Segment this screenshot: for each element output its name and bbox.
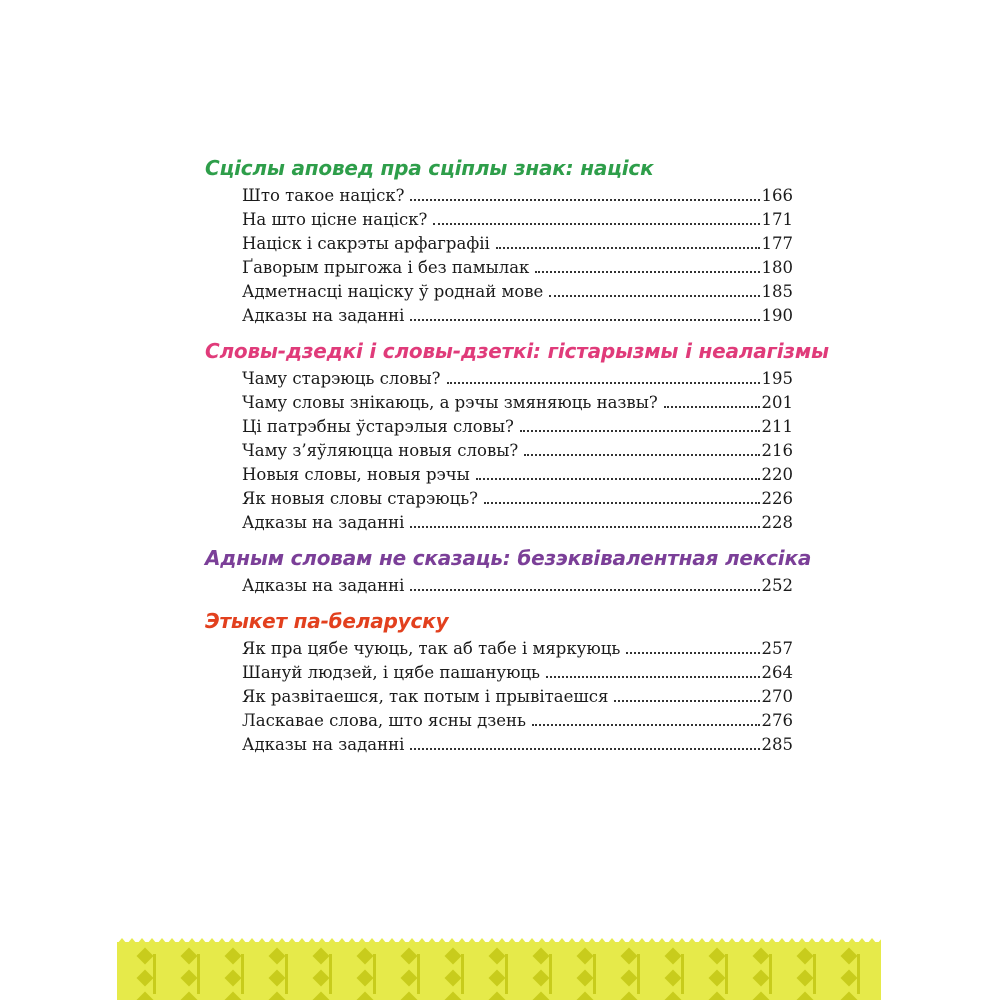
toc-entry-title: Націск і сакрэты арфаграфіі xyxy=(242,234,490,253)
toc-entry-title: Як новыя словы старэюць? xyxy=(242,489,479,508)
toc-entry-title: Як развітаешся, так потым і прывітаешся xyxy=(242,687,609,706)
toc-entry[interactable] xyxy=(205,637,793,661)
toc-entry-title: Адказы на заданні xyxy=(242,513,405,532)
toc-page-number: 228 xyxy=(761,513,793,532)
toc-section xyxy=(205,152,793,328)
toc-entry-title: Ґаворым прыгожа і без памылак xyxy=(242,258,530,277)
toc-page-number: 270 xyxy=(761,687,793,706)
section-title: Словы-дзедкі і словы-дзеткі: гістарызмы і неалагізмы xyxy=(205,339,829,363)
toc-entry-title: Адказы на заданні xyxy=(242,306,405,325)
toc-page-number: 166 xyxy=(761,186,793,205)
dot-leader xyxy=(626,652,759,654)
toc-entry-title: Чаму словы знікаюць, а рэчы змяняюць назвы? xyxy=(242,393,658,412)
toc-entry[interactable] xyxy=(205,709,793,733)
toc-entry[interactable] xyxy=(205,208,793,232)
toc-page-number: 180 xyxy=(761,258,793,277)
toc-page-number: 220 xyxy=(761,465,793,484)
ornament-stripe xyxy=(197,954,200,994)
toc-page-number: 195 xyxy=(761,369,793,388)
ornament-stripe xyxy=(461,954,464,994)
ornament-stripe xyxy=(417,954,420,994)
toc-entry-title: Як пра цябе чуюць, так аб табе і мяркуюць xyxy=(242,639,621,658)
dot-leader xyxy=(524,454,759,456)
toc-section xyxy=(205,335,829,535)
section-title: Этыкет па-беларуску xyxy=(205,609,449,633)
toc-entry-title: Чаму старэюць словы? xyxy=(242,369,441,388)
toc-entry[interactable] xyxy=(205,439,793,463)
toc-entry[interactable] xyxy=(205,511,793,535)
toc-entry-title: Адказы на заданні xyxy=(242,735,405,754)
ornament-stripe xyxy=(857,954,860,994)
section-title: Адным словам не сказаць: безэквівалентная лексіка xyxy=(205,546,812,570)
toc-page-number: 257 xyxy=(761,639,793,658)
dot-leader xyxy=(520,430,760,432)
toc-page-number: 177 xyxy=(761,234,793,253)
toc-entry-title: На што цісне націск? xyxy=(242,210,428,229)
toc-entry-title: Адметнасці націску ў роднай мове xyxy=(242,282,544,301)
toc-entry-title: Чаму з’яўляюцца новыя словы? xyxy=(242,441,519,460)
dot-leader xyxy=(496,247,760,249)
toc-entry-title: Новыя словы, новыя рэчы xyxy=(242,465,470,484)
dot-leader xyxy=(532,724,760,726)
ornament-stripe xyxy=(637,954,640,994)
ornament-stripe xyxy=(329,954,332,994)
toc-page-number: 226 xyxy=(761,489,793,508)
ornament-stripe xyxy=(681,954,684,994)
section-title: Сціслы аповед пра сціплы знак: націск xyxy=(205,156,654,180)
ornament-stripe xyxy=(725,954,728,994)
ornament-stripe xyxy=(549,954,552,994)
dot-leader xyxy=(476,478,760,480)
toc-page-number: 264 xyxy=(761,663,793,682)
toc-entry[interactable] xyxy=(205,232,793,256)
toc-entry-title: Адказы на заданні xyxy=(242,576,405,595)
toc-section xyxy=(205,605,793,757)
toc-page-number: 252 xyxy=(761,576,793,595)
dot-leader xyxy=(549,295,759,297)
dot-leader xyxy=(535,271,759,273)
ornament-stripe xyxy=(373,954,376,994)
toc-page-number: 201 xyxy=(761,393,793,412)
ornament-stripe xyxy=(241,954,244,994)
ornament-stripe xyxy=(505,954,508,994)
table-of-contents xyxy=(205,152,829,764)
dot-leader xyxy=(484,502,759,504)
ornament-stripe xyxy=(153,954,156,994)
toc-page-number: 211 xyxy=(761,417,793,436)
toc-entry-title: Што такое націск? xyxy=(242,186,405,205)
toc-entry[interactable] xyxy=(205,733,793,757)
ornament-stripe xyxy=(769,954,772,994)
toc-page-number: 185 xyxy=(761,282,793,301)
toc-page-number: 190 xyxy=(761,306,793,325)
dot-leader xyxy=(614,700,759,702)
toc-entry[interactable] xyxy=(205,463,793,487)
dot-leader xyxy=(433,223,759,225)
dot-leader xyxy=(447,382,760,384)
toc-entry[interactable] xyxy=(205,574,793,598)
toc-entry[interactable] xyxy=(205,184,793,208)
toc-entry[interactable] xyxy=(205,415,793,439)
ornament-stripe xyxy=(593,954,596,994)
toc-page-number: 285 xyxy=(761,735,793,754)
dot-leader xyxy=(410,526,759,528)
toc-entry[interactable] xyxy=(205,304,793,328)
toc-entry-title: Шануй людзей, і цябе пашануюць xyxy=(242,663,541,682)
toc-entry[interactable] xyxy=(205,391,793,415)
toc-page-number: 276 xyxy=(761,711,793,730)
ornament-stripe xyxy=(285,954,288,994)
toc-entry[interactable] xyxy=(205,661,793,685)
toc-page-number: 171 xyxy=(761,210,793,229)
dot-leader xyxy=(410,199,759,201)
dot-leader xyxy=(410,748,759,750)
dot-leader xyxy=(410,589,759,591)
toc-section xyxy=(205,542,812,598)
toc-entry[interactable] xyxy=(205,280,793,304)
toc-page-number: 216 xyxy=(761,441,793,460)
dot-leader xyxy=(410,319,759,321)
decorative-ornament-band xyxy=(117,936,881,1000)
ornament-stripe xyxy=(813,954,816,994)
toc-entry[interactable] xyxy=(205,256,793,280)
toc-entry[interactable] xyxy=(205,487,793,511)
toc-entry[interactable] xyxy=(205,685,793,709)
dot-leader xyxy=(664,406,760,408)
toc-entry[interactable] xyxy=(205,367,793,391)
dot-leader xyxy=(546,676,759,678)
toc-entry-title: Ці патрэбны ўстарэлыя словы? xyxy=(242,417,514,436)
toc-entry-title: Ласкавае слова, што ясны дзень xyxy=(242,711,526,730)
